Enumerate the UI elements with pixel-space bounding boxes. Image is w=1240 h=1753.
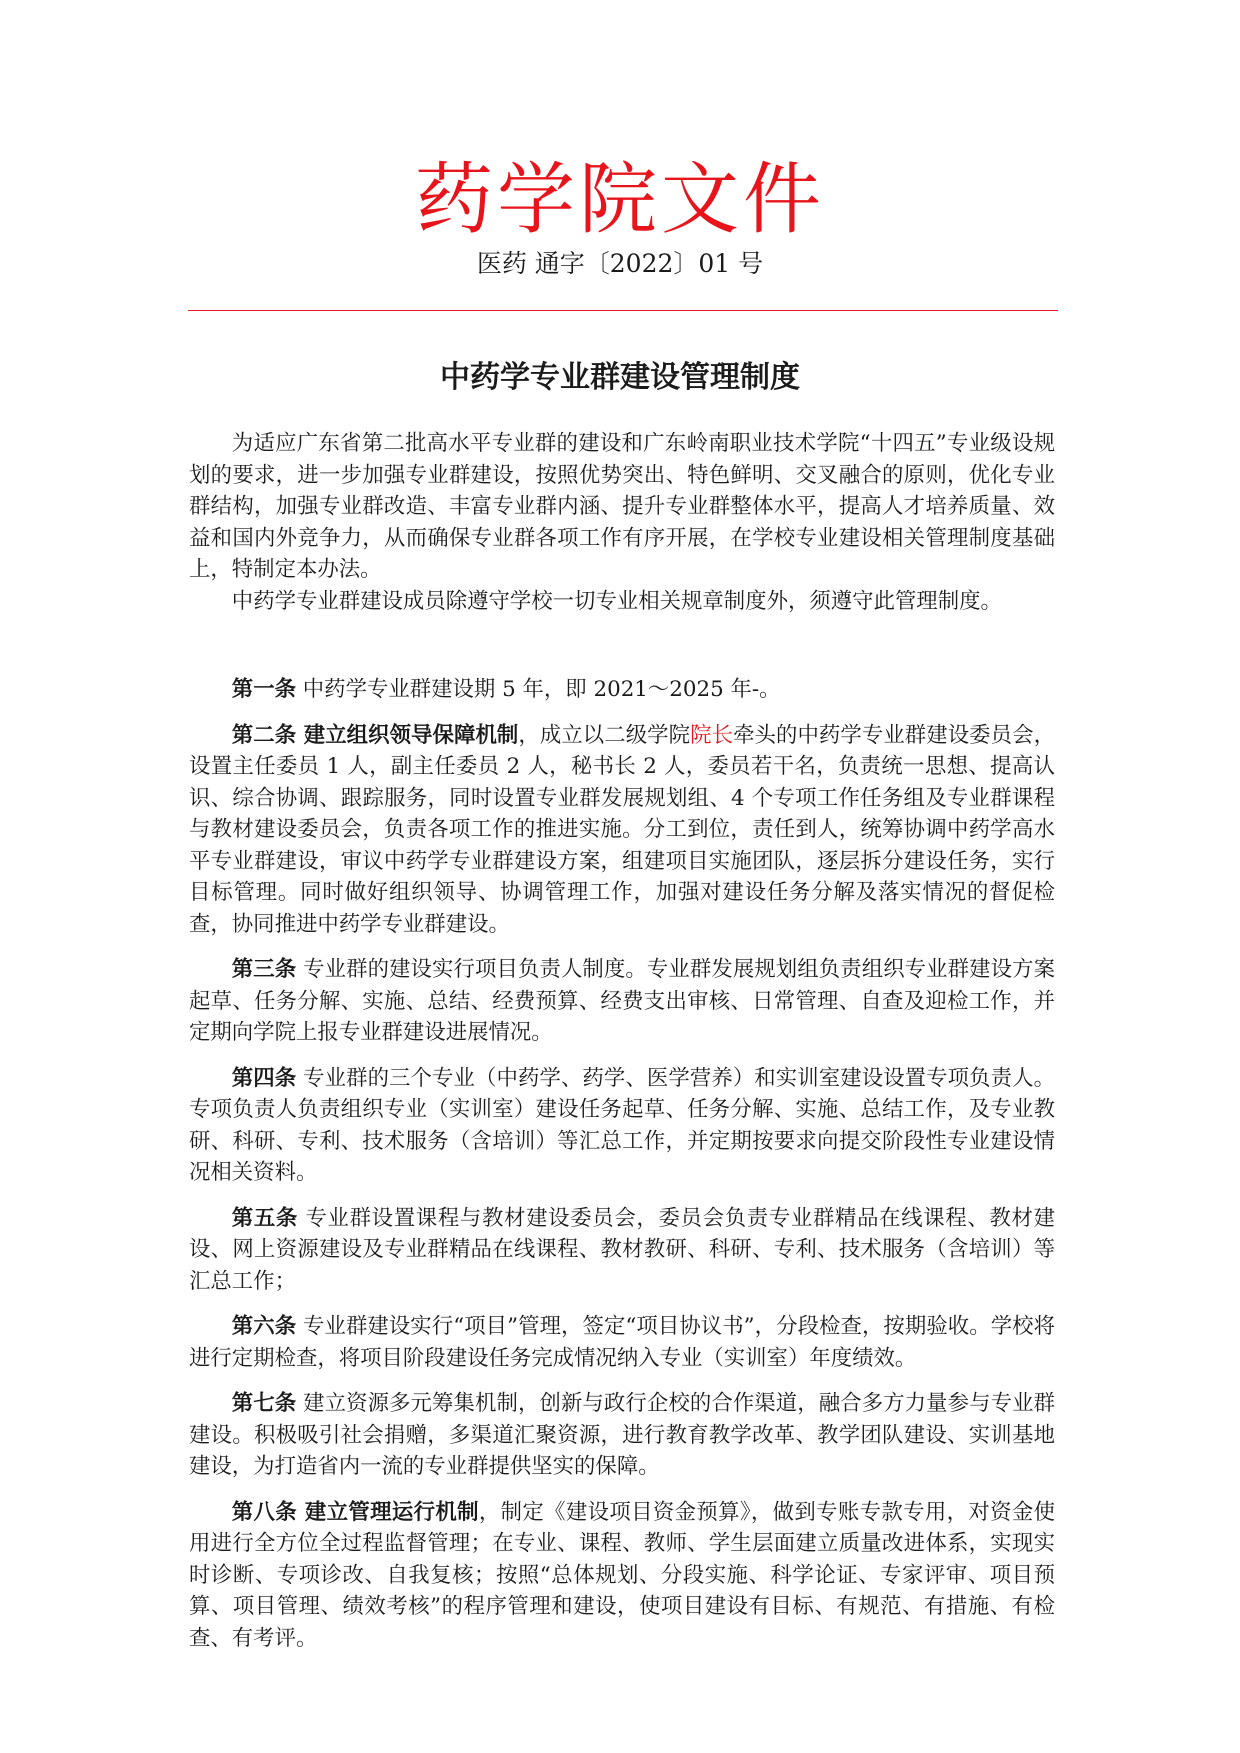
article-text: 中药学专业群建设期 5 年，即 2021～2025 年-。 bbox=[295, 677, 781, 702]
intro-section bbox=[189, 428, 1055, 617]
article-label: 第八条 bbox=[231, 1499, 298, 1525]
article-5 bbox=[189, 1203, 1055, 1298]
article-label: 第三条 bbox=[231, 957, 297, 982]
article-text: 专业群设置课程与教材建设委员会，委员会负责专业群精品在线课程、教材建设、网上资源建设及专业群精品在线课程、教材教研、科研、专利、技术服务（含培训）等汇总工作； bbox=[189, 1205, 1055, 1294]
article-text: 专业群建设实行“项目”管理，签定“项目协议书”，分段检查，按期验收。学校将进行定期检查，将项目阶段建设任务完成情况纳入专业（实训室）年度绩效。 bbox=[189, 1314, 1055, 1371]
article-label: 第七条 bbox=[231, 1391, 297, 1416]
article-label: 第五条 bbox=[231, 1205, 298, 1231]
article-text: 专业群的建设实行项目负责人制度。专业群发展规划组负责组织专业群建设方案起草、任务分解、实施、总结、经费预算、经费支出审核、日常管理、自查及迎检工作，并定期向学院上报专业群建设进展情况。 bbox=[189, 957, 1055, 1045]
intro-paragraph: 为适应广东省第二批高水平专业群的建设和广东岭南职业技术学院“十四五”专业级设规划的要求，进一步加强专业群建设，按照优势突出、特色鲜明、交叉融合的原则，优化专业群结构，加强专业群改造、丰富专业群内涵、提升专业群整体水平，提高人才培养质量、效益和国内外竞争力，从而确保专业群各项工作有序开展，在学校专业建设相关管理制度基础上，特制定本办法。 bbox=[189, 431, 1055, 582]
article-label: 第六条 bbox=[231, 1314, 297, 1339]
article-text: 牵头的中药学专业群建设委员会，设置主任委员 1 人，副主任委员 2 人，秘书长 2 人，委员若干名，负责统一思想、提高认识、综合协调、跟踪服务，同时设置专业群发展规划组、4 个专项工作任务组及专业群课程与教材建设委员会，负责各项工作的推进实施。分工到位，责任到人，统筹协调中药学高水平专业群建设，审议中药学专业群建设方案，组建项目实施团队，逐层拆分建设任务，实行目标管理。同时做好组织领导、协调管理工作，加强对建设任务分解及落实情况的督促检查，协同推进中药学专业群建设。 bbox=[189, 722, 1055, 937]
article-label: 第一条 bbox=[231, 677, 296, 702]
document-number: 医药 通字〔2022〕01 号 bbox=[476, 249, 764, 278]
article-text: 建立资源多元筹集机制，创新与政行企校的合作渠道，融合多方力量参与专业群建设。积极吸引社会捐赠，多渠道汇聚资源，进行教育教学改革、教学团队建设、实训基地建设，为打造省内一流的专业群提供坚实的保障。 bbox=[189, 1391, 1055, 1479]
article-8 bbox=[189, 1497, 1055, 1655]
article-1 bbox=[189, 674, 1055, 706]
header-divider bbox=[188, 310, 1058, 311]
article-6 bbox=[189, 1311, 1055, 1374]
article-2 bbox=[189, 720, 1055, 941]
article-text: 专业群的三个专业（中药学、药学、医学营养）和实训室建设设置专项负责人。专项负责人负责组织专业（实训室）建设任务起草、任务分解、实施、总结工作，及专业教研、科研、专利、技术服务（含培训）等汇总工作，并定期按要求向提交阶段性专业建设情况相关资料。 bbox=[189, 1065, 1055, 1185]
article-text: ，制定《建设项目资金预算》，做到专账专款专用，对资金使用进行全方位全过程监督管理；在专业、课程、教师、学生层面建立质量改进体系，实现实时诊断、专项诊改、自我复核；按照“总体规划、分段实施、科学论证、专家评审、项目预算、项目管理、绩效考核”的程序管理和建设，使项目建设有目标、有规范、有措施、有检查、有考评。 bbox=[189, 1499, 1055, 1651]
article-label: 第四条 bbox=[231, 1065, 297, 1091]
article-3 bbox=[189, 954, 1055, 1049]
article-heading: 建立管理运行机制 bbox=[297, 1499, 479, 1525]
document-header-title: 药学院文件 bbox=[414, 155, 825, 245]
article-label: 第二条 bbox=[231, 722, 297, 748]
document-body bbox=[189, 428, 1055, 1654]
document-title: 中药学专业群建设管理制度 bbox=[440, 360, 800, 395]
article-text: ，成立以二级学院 bbox=[518, 722, 691, 748]
article-4 bbox=[189, 1063, 1055, 1189]
article-heading: 建立组织领导保障机制 bbox=[296, 722, 519, 748]
intro-paragraph: 中药学专业群建设成员除遵守学校一切专业相关规章制度外，须遵守此管理制度。 bbox=[231, 588, 1002, 614]
highlighted-text: 院长 bbox=[690, 722, 734, 748]
article-7 bbox=[189, 1388, 1055, 1483]
